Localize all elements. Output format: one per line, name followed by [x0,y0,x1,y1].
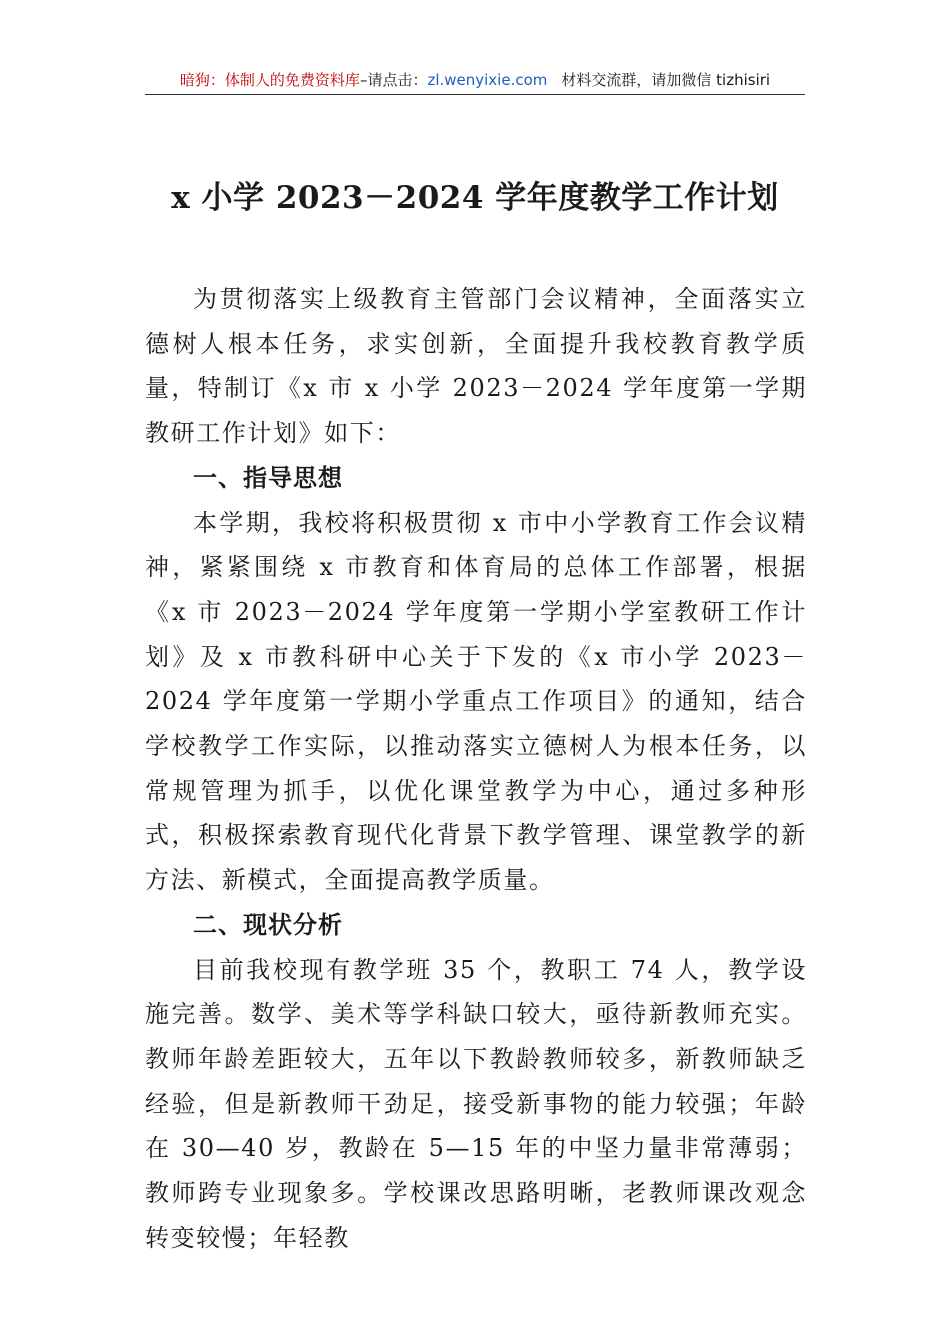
header-prompt: –请点击： [359,71,428,89]
intro-paragraph: 为贯彻落实上级教育主管部门会议精神，全面落实立德树人根本任务，求实创新，全面提升我校教育教学质量，特制订《x 市 x 小学 2023－2024 学年度第一学期教研工作计划》如下： [145,285,807,448]
header-contact: 材料交流群，请加微信 tizhisiri [561,71,771,89]
document-body [145,277,807,1260]
section-paragraph: 本学期，我校将积极贯彻 x 市中小学教育工作会议精神，紧紧围绕 x 市教育和体育局的总体工作部署，根据《x 市 2023－2024 学年度第一学期小学室教研工作计划》及 x 市教科研中心关于下发的《x 市小学 2023－2024 学年度第一学期小学重点工作项目》的通知，结合学校教学工作实际，以推动落实立德树人为根本任务，以常规管理为抓手，以优化课堂教学为中心，通过多种形式，积极探索教育现代化背景下教学管理、课堂教学的新方法、新模式，全面提高教学质量。 [145,508,807,895]
document-title: x 小学 2023－2024 学年度教学工作计划 [171,180,779,216]
page-header [145,68,805,95]
section-heading: 一、指导思想 [193,463,343,492]
section-heading: 二、现状分析 [193,910,343,939]
header-brand: 暗狗：体制人的免费资料库 [179,71,360,89]
section-paragraph: 目前我校现有教学班 35 个，教职工 74 人，教学设施完善。数学、美术等学科缺口较大，亟待新教师充实。教师年龄差距较大，五年以下教龄教师较多，新教师缺乏经验，但是新教师干劲足，接受新事物的能力较强；年龄在 30—40 岁，教龄在 5—15 年的中坚力量非常薄弱；教师跨专业现象多。学校课改思路明晰，老教师课改观念转变较慢；年轻教 [145,955,807,1252]
header-url-link[interactable]: zl.wenyixie.com [427,71,548,89]
